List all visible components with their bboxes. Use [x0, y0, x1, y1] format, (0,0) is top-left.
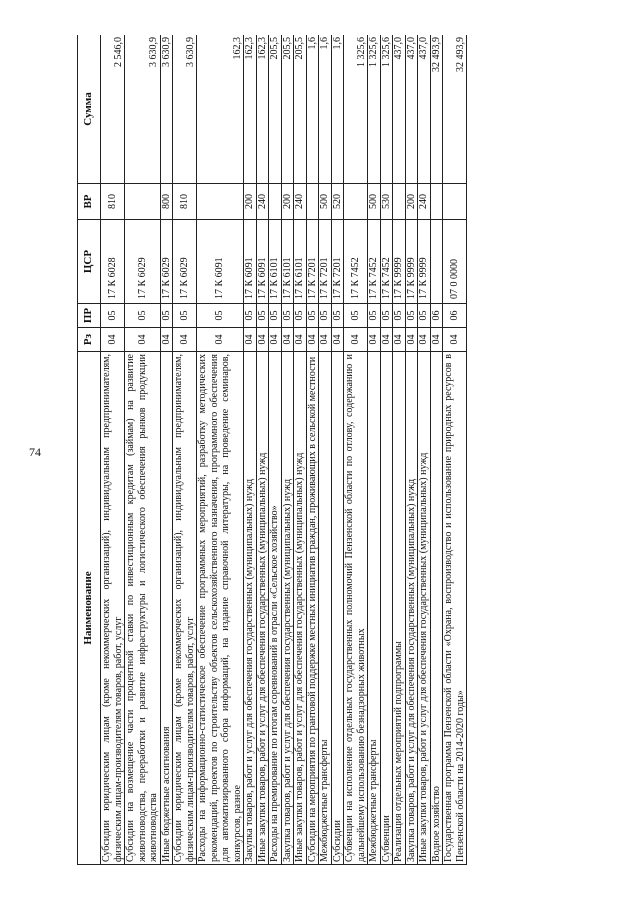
row-rz: 04: [430, 328, 443, 352]
row-sum: 162,3: [256, 35, 269, 184]
row-csr: 17 К 6091: [197, 220, 244, 304]
row-name: Закупка товаров, работ и услуг для обеспечения государственных (муниципальных) нужд: [244, 352, 257, 865]
row-pr: 05: [368, 304, 381, 328]
row-name: Закупка товаров, работ и услуг для обеспечения государственных (муниципальных) нужд: [405, 352, 418, 865]
row-vr: 810: [173, 184, 197, 220]
row-csr: 17 К 7452: [380, 220, 393, 304]
row-pr: 05: [269, 304, 282, 328]
row-csr: 17 К 6101: [294, 220, 307, 304]
table-row: [319, 35, 332, 865]
table-row: [306, 35, 319, 865]
table-row: [294, 35, 307, 865]
row-csr: 17 К 6028: [101, 220, 125, 304]
row-vr: [443, 184, 467, 220]
row-pr: 06: [430, 304, 443, 328]
row-name: Субсидии на мероприятия по грантовой поддержке местных инициатив граждан, проживающих в сельской местности: [306, 352, 319, 865]
row-sum: 32 493,9: [443, 35, 467, 184]
row-csr: 17 К 6101: [281, 220, 294, 304]
row-vr: [306, 184, 319, 220]
table-row: [256, 35, 269, 865]
row-rz: 04: [197, 328, 244, 352]
table-row: [430, 35, 443, 865]
row-name: Межбюджетные трансферты: [319, 352, 332, 865]
row-pr: 05: [393, 304, 406, 328]
row-vr: 240: [256, 184, 269, 220]
row-sum: 162,3: [197, 35, 244, 184]
page-number: 74: [29, 445, 41, 459]
row-csr: 17 К 6029: [160, 220, 173, 304]
row-name: Расходы на информационно-статистическое обеспечение программных мероприятий, разработку методических рекомендаций, проектов по строительству объектов сельскохозяйственного назначения, программного обеспечения для автоматизированного сбора информаций, на издание справочной литературы, на проведение семинаров, конкурсов, разное: [197, 352, 244, 865]
table-row: [160, 35, 173, 865]
row-name: Субсидии юридическим лицам (кроме некоммерческих организаций), индивидуальным предпринимателям, физическим лицам-производителям товаров, работ, услуг: [101, 352, 125, 865]
row-vr: 500: [368, 184, 381, 220]
row-vr: [393, 184, 406, 220]
row-sum: 205,5: [294, 35, 307, 184]
row-csr: 17 К 6029: [125, 220, 161, 304]
rotated-table-area: [77, 35, 617, 865]
row-sum: 437,0: [393, 35, 406, 184]
table-row: [269, 35, 282, 865]
header-csr: ЦСР: [78, 220, 101, 304]
row-rz: 04: [368, 328, 381, 352]
row-rz: 04: [173, 328, 197, 352]
table-row: [344, 35, 368, 865]
row-pr: 05: [344, 304, 368, 328]
budget-table-wrapper: [77, 35, 617, 865]
row-csr: 17 К 7452: [368, 220, 381, 304]
row-pr: 05: [244, 304, 257, 328]
row-name: Субвенции: [380, 352, 393, 865]
table-header-row: [78, 35, 101, 865]
row-csr: 17 К 7201: [331, 220, 344, 304]
row-name: Иные закупки товаров, работ и услуг для обеспечения государственных (муниципальных) нужд: [256, 352, 269, 865]
row-name: Иные закупки товаров, работ и услуг для обеспечения государственных (муниципальных) нужд: [418, 352, 431, 865]
row-pr: 06: [443, 304, 467, 328]
row-rz: 04: [281, 328, 294, 352]
row-pr: 05: [418, 304, 431, 328]
row-rz: 04: [160, 328, 173, 352]
row-sum: 3 630,9: [173, 35, 197, 184]
row-csr: 17 К 9999: [393, 220, 406, 304]
row-pr: 05: [306, 304, 319, 328]
row-name: Закупка товаров, работ и услуг для обеспечения государственных (муниципальных) нужд: [281, 352, 294, 865]
table-row: [173, 35, 197, 865]
row-csr: 17 К 9999: [418, 220, 431, 304]
row-sum: 205,5: [269, 35, 282, 184]
row-vr: 530: [380, 184, 393, 220]
row-name: Субсидии юридическим лицам (кроме некоммерческих организаций), индивидуальным предпринимателям, физическим лицам-производителям товаров, работ, услуг: [173, 352, 197, 865]
row-vr: [430, 184, 443, 220]
row-sum: 3 630,9: [160, 35, 173, 184]
row-csr: 17 К 7452: [344, 220, 368, 304]
table-row: [443, 35, 467, 865]
row-vr: 500: [319, 184, 332, 220]
table-row: [101, 35, 125, 865]
row-name: Расходы на премирование по итогам соревнований в отрасли «Сельское хозяйство»: [269, 352, 282, 865]
header-vr: ВР: [78, 184, 101, 220]
row-rz: 04: [306, 328, 319, 352]
row-sum: 1 325,6: [344, 35, 368, 184]
row-sum: 437,0: [418, 35, 431, 184]
row-rz: 04: [344, 328, 368, 352]
row-pr: 05: [319, 304, 332, 328]
row-name: Субсидии: [331, 352, 344, 865]
row-pr: 05: [160, 304, 173, 328]
row-name: Реализация отдельных мероприятий подпрограммы: [393, 352, 406, 865]
row-pr: 05: [125, 304, 161, 328]
row-vr: 240: [418, 184, 431, 220]
row-rz: 04: [405, 328, 418, 352]
row-sum: 2 546,0: [101, 35, 125, 184]
row-name: Иные закупки товаров, работ и услуг для обеспечения государственных (муниципальных) нужд: [294, 352, 307, 865]
row-rz: 04: [393, 328, 406, 352]
row-rz: 04: [125, 328, 161, 352]
table-row: [405, 35, 418, 865]
row-csr: 07 0 0000: [443, 220, 467, 304]
row-pr: 05: [405, 304, 418, 328]
row-sum: 3 630,9: [125, 35, 161, 184]
row-pr: 05: [197, 304, 244, 328]
table-row: [125, 35, 161, 865]
row-rz: 04: [294, 328, 307, 352]
row-pr: 05: [281, 304, 294, 328]
row-sum: 1,6: [331, 35, 344, 184]
table-row: [281, 35, 294, 865]
row-pr: 05: [173, 304, 197, 328]
row-vr: 810: [101, 184, 125, 220]
row-rz: 04: [244, 328, 257, 352]
row-vr: [197, 184, 244, 220]
row-vr: 240: [294, 184, 307, 220]
row-sum: 205,5: [281, 35, 294, 184]
row-rz: 04: [418, 328, 431, 352]
row-pr: 05: [294, 304, 307, 328]
row-csr: 17 К 6091: [256, 220, 269, 304]
row-sum: 437,0: [405, 35, 418, 184]
row-sum: 32 493,9: [430, 35, 443, 184]
header-rz: Рз: [78, 328, 101, 352]
row-csr: 17 К 6101: [269, 220, 282, 304]
row-rz: 04: [269, 328, 282, 352]
row-sum: 1,6: [319, 35, 332, 184]
row-rz: 04: [256, 328, 269, 352]
row-pr: 05: [380, 304, 393, 328]
table-row: [331, 35, 344, 865]
row-csr: 17 К 6029: [173, 220, 197, 304]
row-sum: 1 325,6: [368, 35, 381, 184]
row-vr: 800: [160, 184, 173, 220]
row-name: Субсидии на возмещение части процентной ставки по инвестиционным кредитам (займам) на развитие животноводства, переработки и развитие инфраструктуры и логистического обеспечения рынков продукции животноводства: [125, 352, 161, 865]
table-row: [197, 35, 244, 865]
row-rz: 04: [443, 328, 467, 352]
header-name: Наименование: [78, 352, 101, 865]
table-row: [393, 35, 406, 865]
table-row: [380, 35, 393, 865]
row-vr: [269, 184, 282, 220]
row-rz: 04: [101, 328, 125, 352]
row-name: Водное хозяйство: [430, 352, 443, 865]
row-sum: 1 325,6: [380, 35, 393, 184]
row-csr: 17 К 7201: [306, 220, 319, 304]
row-rz: 04: [319, 328, 332, 352]
row-vr: [344, 184, 368, 220]
row-csr: [430, 220, 443, 304]
row-sum: 162,3: [244, 35, 257, 184]
row-name: Государственная программа Пензенской области «Охрана, воспроизводство и использование природных ресурсов в Пензенской области на 2014-2020 годы»: [443, 352, 467, 865]
table-row: [418, 35, 431, 865]
row-pr: 05: [331, 304, 344, 328]
budget-table: [77, 35, 467, 865]
row-csr: 17 К 7201: [319, 220, 332, 304]
table-row: [368, 35, 381, 865]
row-pr: 05: [256, 304, 269, 328]
row-rz: 04: [380, 328, 393, 352]
header-pr: ПР: [78, 304, 101, 328]
row-name: Субвенции на исполнение отдельных государственных полномочий Пензенской области по отлову, содержанию и дальнейшему использованию безнадзорных животных: [344, 352, 368, 865]
row-csr: 17 К 9999: [405, 220, 418, 304]
table-body: [101, 35, 467, 865]
row-csr: 17 К 6091: [244, 220, 257, 304]
row-sum: 1,6: [306, 35, 319, 184]
table-row: [244, 35, 257, 865]
row-name: Межбюджетные трансферты: [368, 352, 381, 865]
row-vr: 200: [281, 184, 294, 220]
row-rz: 04: [331, 328, 344, 352]
row-vr: [125, 184, 161, 220]
header-sum: Сумма: [78, 35, 101, 184]
row-name: Иные бюджетные ассигнования: [160, 352, 173, 865]
row-vr: 200: [244, 184, 257, 220]
row-pr: 05: [101, 304, 125, 328]
row-vr: 520: [331, 184, 344, 220]
row-vr: 200: [405, 184, 418, 220]
